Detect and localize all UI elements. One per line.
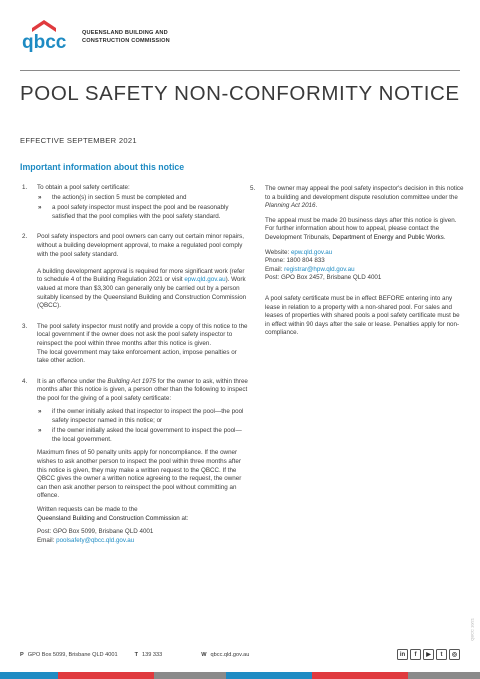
left-column <box>22 184 250 545</box>
bullet-text: if the owner initially asked the local government to inspect the pool—the local government. <box>52 427 242 443</box>
bullet-text: if the owner initially asked that inspector to inspect the pool—the pool safety inspector named in this notice; or <box>52 408 244 425</box>
footer-website: W qbcc.qld.gov.au <box>201 652 250 658</box>
page-footer <box>20 648 460 662</box>
bullet-marker-icon: » <box>38 194 42 202</box>
item-3-paragraph-1: The pool safety inspector must notify and provide a copy of this notice to the local government if the owner does not ask the pool safety inspector to reinspect the pool within three months after this notice is given. <box>37 322 248 347</box>
item-4-paragraph-3: Written requests can be made to the Queensland Building and Construction Commission at: <box>37 505 189 522</box>
bullet-item <box>37 194 250 203</box>
item-4-paragraph-1: It is an offence under the Building Act 1975 for the owner to ask, within three months after this notice is given, a person other than the following to inspect the pool for the giving of a pool safety certificate: <box>37 377 248 402</box>
bullet-item <box>37 408 250 425</box>
page-title: POOL SAFETY NON-CONFORMITY NOTICE <box>20 82 460 105</box>
strip-segment <box>58 672 154 679</box>
item-4-paragraph-2: Maximum fines of 50 penalty units apply for noncompliance. If the owner wishes to ask another person to inspect the pool within three months after this notice is given, they may make a written request to the QBCC. If the QBCC gives the owner a written notice agreeing to the request, the owner can then ask another person to reinspect the pool without committing an offence. <box>37 449 242 500</box>
qbcc-logo <box>20 18 170 58</box>
footer-phone: T 139 333 <box>134 652 163 658</box>
post-line: Post: GPO Box 2457, Brisbane QLD 4001 <box>265 274 382 282</box>
header-divider <box>20 70 460 71</box>
org-name-line2: CONSTRUCTION COMMISSION <box>82 38 170 44</box>
instagram-icon[interactable]: ◎ <box>449 649 460 660</box>
list-item-3 <box>22 323 250 366</box>
phone-line: Phone: 1800 804 833 <box>265 257 325 265</box>
item-5-paragraph-1: The owner may appeal the pool safety inspector's decision in this notice to a building and development dispute resolution committee under the Planning Act 2016. <box>265 185 464 210</box>
list-item-5 <box>250 185 466 338</box>
list-item-4 <box>22 378 250 546</box>
strip-segment <box>154 672 226 679</box>
footer-postal: P GPO Box 5099, Brisbane QLD 4001 <box>20 652 118 658</box>
item-5-paragraph-2: The appeal must be made 20 business days after this notice is given. For further information about how to appeal, please contact the Development Tribunals, Department of Energy and Public Works. <box>265 216 457 241</box>
linkedin-icon[interactable]: in <box>397 649 408 660</box>
youtube-icon[interactable]: ▶ <box>423 649 434 660</box>
strip-segment <box>0 672 58 679</box>
item-number: 5. <box>250 185 256 192</box>
item-4-post: Post: GPO Box 5099, Brisbane QLD 4001 <box>37 528 154 536</box>
strip-segment <box>408 672 480 679</box>
strip-segment <box>312 672 408 679</box>
bullet-marker-icon: » <box>38 408 42 416</box>
item-2-paragraph-2: A building development approval is required for more significant work (refer to schedule 4 of the Building Regulation 2021 or visit epw.qld.gov.au). Work valued at more than $3,300 can generally only be carried out by a person suitably licensed by the Queensland Building and Construction Commission (QBCC). <box>37 267 247 310</box>
qbcc-logo-mark-icon <box>20 18 76 58</box>
section-heading: Important information about this notice <box>20 162 185 172</box>
logo-text: qbcc <box>22 32 67 53</box>
org-name-line1: QUEENSLAND BUILDING AND <box>82 30 168 37</box>
item-5-paragraph-3: A pool safety certificate must be in effect BEFORE entering into any lease in relation to a property with a non-shared pool. For sales and leases of properties with shared pools a pool safety certificate must be in effect within 90 days after the sale or lease. Penalties apply for non-compliance. <box>265 294 460 337</box>
facebook-icon[interactable]: f <box>410 649 421 660</box>
footer-website-link[interactable]: qbcc.qld.gov.au <box>210 652 250 658</box>
registrar-email-link[interactable]: registrar@hpw.qld.gov.au <box>284 265 355 273</box>
bullet-marker-icon: » <box>38 427 42 435</box>
bullet-marker-icon: » <box>38 204 42 212</box>
bullet-text: a pool safety inspector must inspect the pool and be reasonably satisfied that the pool complies with the pool safety standard. <box>52 204 229 220</box>
social-icons <box>397 649 460 660</box>
document-code: QBCC 10/21 <box>470 618 475 641</box>
item-number: 4. <box>22 377 28 385</box>
bottom-color-strip <box>0 672 480 679</box>
item-2-paragraph-1: Pool safety inspectors and pool owners can carry out certain minor repairs, without a building development approval, to make a regulated pool comply with the pool safety standard. <box>37 233 245 258</box>
effective-date: EFFECTIVE SEPTEMBER 2021 <box>20 136 137 145</box>
item-number: 2. <box>22 233 28 241</box>
epw-website-link[interactable]: epw.qld.gov.au <box>290 248 333 256</box>
item-3-paragraph-2: The local government may take enforcement action, impose penalties or take other action. <box>37 348 237 365</box>
email-line: Email: registrar@hpw.qld.gov.au <box>265 265 355 273</box>
strip-segment <box>226 672 312 679</box>
bullet-item <box>37 204 250 221</box>
twitter-icon[interactable]: t <box>436 649 447 660</box>
website-line: Website: epw.qld.gov.au <box>265 248 333 256</box>
right-column <box>250 185 466 338</box>
poolsafety-email-link[interactable]: poolsafety@qbcc.qld.gov.au <box>56 536 135 544</box>
item-number: 1. <box>22 184 28 191</box>
list-item-2 <box>22 233 250 310</box>
bullet-text: the action(s) in section 5 must be completed and <box>52 194 187 202</box>
list-item-1 <box>22 184 250 221</box>
epw-link[interactable]: epw.qld.gov.au <box>184 276 226 284</box>
item-1-intro: To obtain a pool safety certificate: <box>37 184 130 191</box>
org-name <box>82 30 170 45</box>
bullet-item <box>37 427 250 444</box>
item-4-email: Email: poolsafety@qbcc.qld.gov.au <box>37 536 135 544</box>
item-number: 3. <box>22 322 28 330</box>
